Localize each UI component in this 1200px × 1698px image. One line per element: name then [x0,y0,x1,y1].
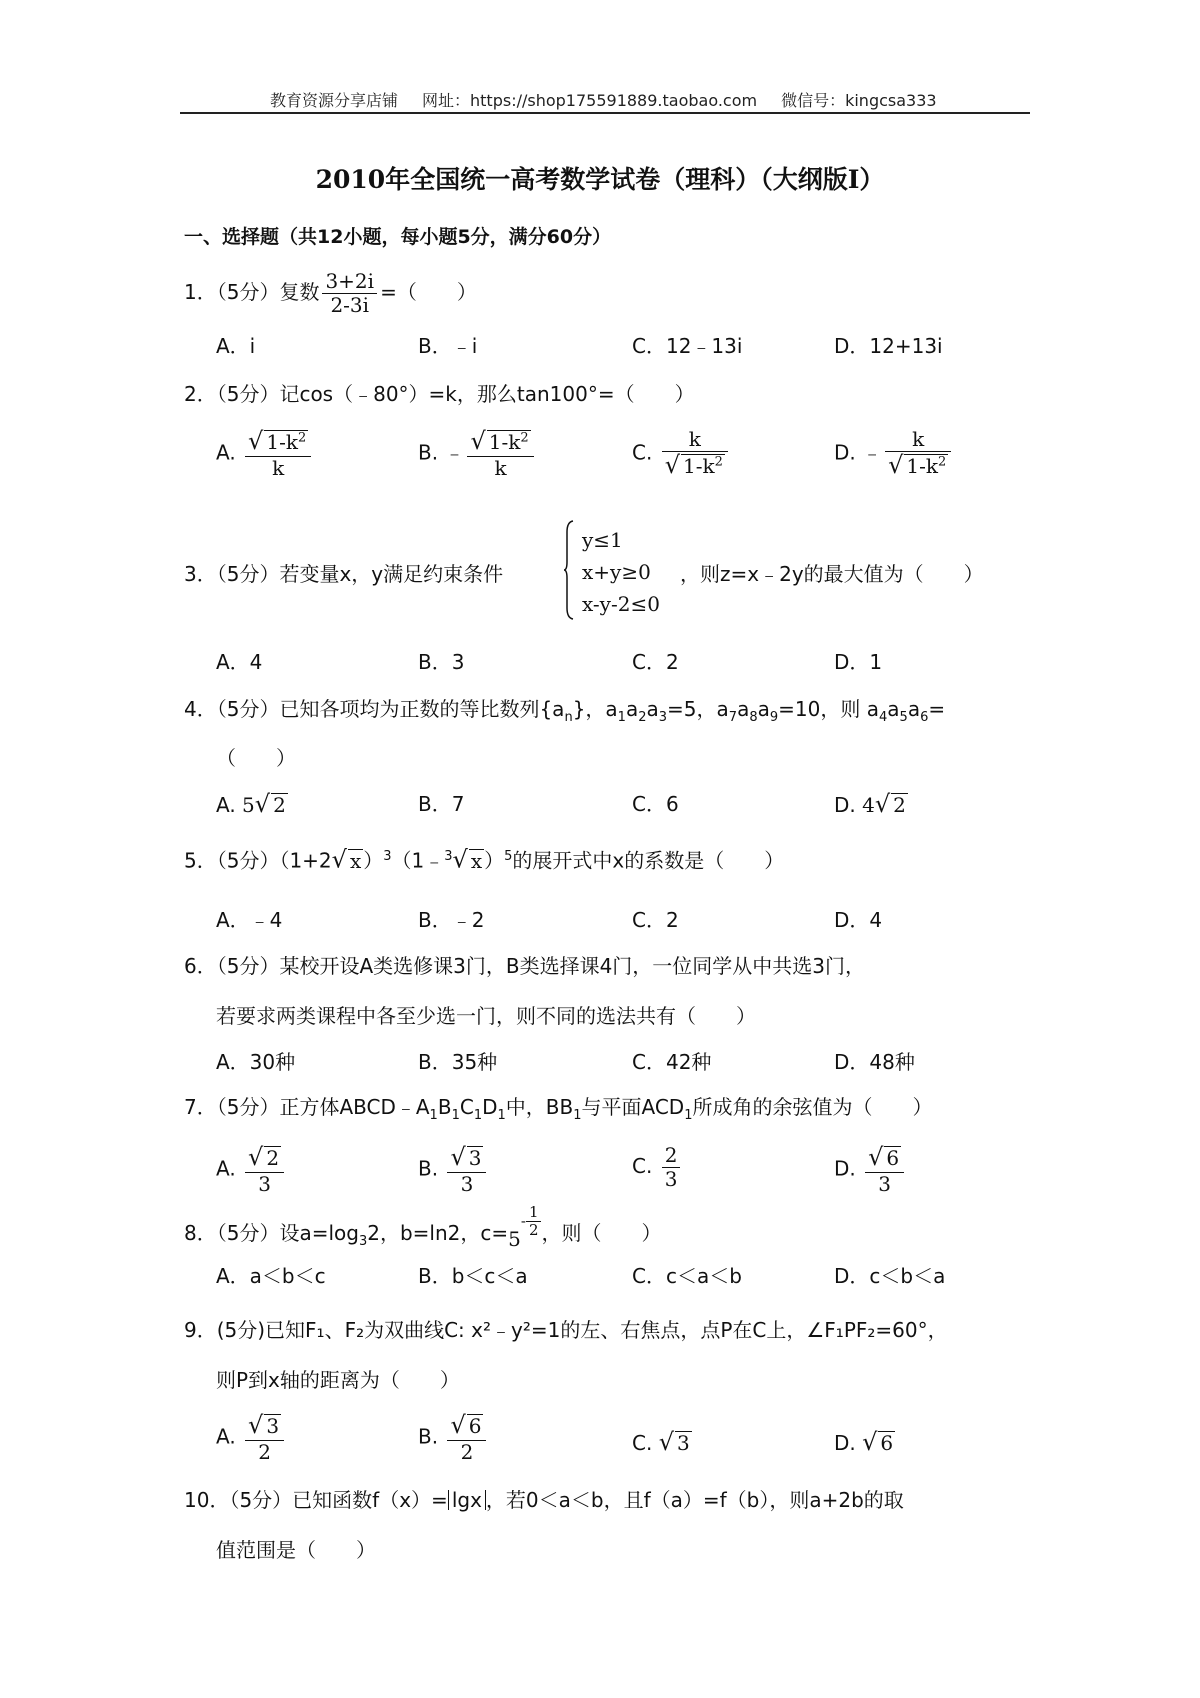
q5-part-e: 的展开式中x的系数是（ ） [512,848,785,873]
q4-option-a: A. 5√ 2 [216,790,286,818]
q4-a-label: A. [216,793,236,817]
q2-d-label: D. [834,440,856,465]
q2-option-c [632,428,731,480]
q8-base: 5 [508,1226,521,1251]
q8-exp-sign: - [520,1211,526,1230]
q5-option-c: C．2 [632,908,679,932]
q10-part-a: 10．（5分）已知函数f（x）= [184,1488,448,1512]
q9-line2: 则P到x轴的距离为（ ） [216,1368,460,1392]
q4-option-c: C．6 [632,792,679,816]
q2-d-rad: $1-k^2$ [906,454,947,478]
q2-option-d [834,428,954,480]
q7-c-den: 3 [664,1167,678,1191]
q1-option-d: D．12+13i [834,334,943,358]
q2-a-rad: $1-k^2$ [266,430,307,454]
q7-option-d [834,1144,907,1196]
q2-c-frac: $\frac{k}{√ 1-k^2}$ [662,428,728,480]
q2-option-a [216,428,314,480]
q5-option-d: D．4 [834,908,883,932]
question-2: 2．（5分）记cos（﹣80°）=k，那么tan100°=（ ） [184,382,695,406]
q9-d-rad: 6 [880,1431,894,1455]
header-url: 网址：https://shop175591889.taobao.com [422,91,758,110]
q7-part-c: 与平面ACD [581,1095,685,1119]
page-title: 2010年全国统一高考数学试卷（理科）（大纲版Ⅰ） [315,165,885,194]
q2-b-minus: ﹣ [444,440,465,465]
q9-option-d: D. √ 6 [834,1428,894,1456]
q5-option-b: B．﹣2 [418,908,485,932]
q2-b-rad: $1-k^2$ [488,430,529,454]
question-3-stem: 3．（5分）若变量x，y满足约束条件 [184,562,504,586]
q9-b-num: 6 [468,1414,482,1438]
q2-option-b [418,428,537,480]
question-1 [184,270,477,317]
q7-d-frac: $\frac{√ 6}{3}$ [865,1144,904,1196]
q4-a-rad: 2 [273,793,286,817]
q10-abs: lgx [448,1490,486,1510]
q10-part-b: ，若0＜a＜b，且f（a）=f（b），则a+2b的取 [485,1488,904,1512]
q7-c-frac [662,1144,681,1191]
q2-c-label: C. [632,440,653,465]
q8-option-d: D．c＜b＜a [834,1264,946,1288]
q4-d-rad: 2 [893,793,906,817]
q7-part-b: 中，BB [505,1095,574,1119]
q2-a-label: A. [216,440,236,465]
q2-d-num: k [885,428,951,452]
q8-exp-num: 1 [526,1204,542,1222]
q5-part-c: （1﹣ [391,848,445,873]
q3-option-c: C．2 [632,650,679,674]
q2-b-den: k [494,455,507,480]
question-8: 8．（5分）设$a=\log_32$，b=ln2，c=5- $\frac{1}{2}$ ，则（ ） [184,1203,662,1251]
q2-c-rad: $1-k^2$ [682,454,723,478]
q1-num: 3+2i [322,270,377,294]
q1-stem: 1．（5分）复数 [184,280,320,304]
q4-line2: （ ） [216,746,296,770]
q7-b-label: B. [418,1156,439,1181]
question-9: 9．(5分)已知F₁、F₂为双曲线C: x²﹣y²=1的左、右焦点，点P在C上，∠F₁PF₂=60°， [184,1318,948,1342]
q7-b-num: 3 [468,1146,482,1170]
q4-d-label: D. [834,793,856,817]
q2-a-frac: $\frac{√ 1-k^2}{k}$ [245,428,311,480]
q4-option-d: D. 4√ 2 [834,790,906,818]
q9-b-frac: $\frac{√ 6}{2}$ [447,1412,486,1464]
q3-brace [564,520,574,620]
q7-c-num: 2 [662,1144,681,1168]
q5-option-a: A．﹣4 [216,908,283,932]
page-header [270,88,961,111]
q1-den: 2-3i [330,293,370,317]
q9-option-a [216,1412,287,1464]
q9-a-num: 3 [266,1414,280,1438]
question-6: 6．（5分）某校开设A类选修课3门，B类选择课4门，一位同学从中共选3门， [184,954,866,978]
q2-c-num: k [662,428,728,452]
question-5: 5．（5分）（1+2√ x ）$^3$（1﹣$^3$√ x ）$^5$的展开式中x的系数是（ ） [184,845,785,874]
q1-fraction [322,270,377,317]
header-rule [180,112,1030,114]
q4-a-coef: 5 [242,793,255,817]
q7-part-a: 7．（5分）正方体ABCD﹣A [184,1095,430,1119]
q5-exp-5: 5 [504,849,513,864]
q4-stem: 4．（5分）已知各项均为正数的等比数列 [184,697,540,721]
header-wechat: 微信号：kingcsa333 [781,91,937,110]
q9-c-rad: 3 [676,1431,690,1455]
question-4: 4．（5分）已知各项均为正数的等比数列$\{a_n\}$，$a_1a_2a_3=5$，$a_7a_8a_9=10$，则 $a_4a_5a_6=$ [184,697,946,725]
q4-option-b: B．7 [418,792,465,816]
q1-option-a: A．i [216,334,256,358]
q7-option-a [216,1144,287,1196]
q2-b-frac: $\frac{√ 1-k^2}{k}$ [467,428,533,480]
q6-line2: 若要求两类课程中各至少选一门，则不同的选法共有（ ） [216,1004,756,1028]
section-heading: 一、选择题（共12小题，每小题5分，满分60分） [184,226,612,248]
q3-constraint-2: x+y≥0 [582,560,651,584]
q6-option-c: C．42种 [632,1050,712,1074]
q7-part-d: 所成角的余弦值为（ ） [692,1095,933,1119]
q8-option-a: A．a＜b＜c [216,1264,326,1288]
q9-a-label: A. [216,1424,236,1449]
q7-a-num: 2 [266,1146,280,1170]
q7-d-num: 6 [886,1146,900,1170]
q1-option-c: C．12﹣13i [632,334,743,358]
q5-part-b: ） [363,848,384,873]
q3-option-b: B．3 [418,650,465,674]
q3-constraints [582,524,660,620]
q7-c-label: C. [632,1154,653,1178]
q7-b-frac: $\frac{√ 3}{3}$ [447,1144,486,1196]
q5-exp-3: 3 [383,849,392,864]
question-3-tail: ，则z=x﹣2y的最大值为（ ） [680,562,984,586]
q5-part-d: ） [484,848,505,873]
q9-option-b [418,1412,489,1464]
q9-option-c: C. √ 3 [632,1428,690,1456]
q4-d-coef: 4 [862,793,875,817]
q1-tail: =（ ） [380,280,477,304]
q5-part-a: 5．（5分）（1+2 [184,848,332,873]
q9-a-den: 2 [258,1439,271,1464]
header-shop: 教育资源分享店铺 [270,91,399,110]
q8-option-c: C．c＜a＜b [632,1264,742,1288]
question-7: 7．（5分）正方体$ABCD﹣A_1B_1C_1D_1$中，$BB_1$与平面$ACD_1$所成角的余弦值为（ ） [184,1095,933,1123]
q7-a-den: 3 [258,1171,271,1196]
q8-exponent [521,1204,542,1240]
q8-exp-den: 2 [528,1221,539,1240]
q3-option-a: A．4 [216,650,263,674]
q9-d-label: D. [834,1431,856,1455]
q8-tail: ，则（ ） [541,1220,662,1245]
q2-d-minus: ﹣ [862,440,883,465]
q3-constraint-3: x-y-2≤0 [582,592,660,616]
q5-rad-x: x [349,848,362,873]
q9-b-label: B. [418,1424,439,1449]
q10-line2: 值范围是（ ） [216,1538,376,1562]
q3-option-d: D．1 [834,650,883,674]
q6-option-b: B．35种 [418,1050,498,1074]
q7-a-label: A. [216,1156,236,1181]
q8-part-a: 8．（5分）设a=log [184,1220,359,1245]
q9-c-label: C. [632,1431,653,1455]
q5-rad-x2: x [470,848,483,873]
q7-b-den: 3 [460,1171,474,1196]
q5-root-index: 3 [444,849,453,864]
q8-option-b: B．b＜c＜a [418,1264,528,1288]
q9-a-frac: $\frac{√ 3}{2}$ [245,1412,284,1464]
q6-option-a: A．30种 [216,1050,296,1074]
q2-d-frac: $\frac{k}{√ 1-k^2}$ [885,428,951,480]
q1-option-b: B．﹣i [418,334,478,358]
q3-constraint-1: y≤1 [582,528,623,552]
q7-d-label: D. [834,1156,856,1181]
q7-option-b [418,1144,489,1196]
q6-option-d: D．48种 [834,1050,915,1074]
q2-a-den: k [272,455,285,480]
q7-option-c [632,1144,683,1191]
question-10 [184,1488,904,1512]
q9-b-den: 2 [460,1439,474,1464]
q7-a-frac: $\frac{√ 2}{3}$ [245,1144,284,1196]
q2-b-label: B. [418,440,439,465]
q8-part-b: 2，b=ln2，c= [367,1220,509,1245]
q7-d-den: 3 [878,1171,891,1196]
